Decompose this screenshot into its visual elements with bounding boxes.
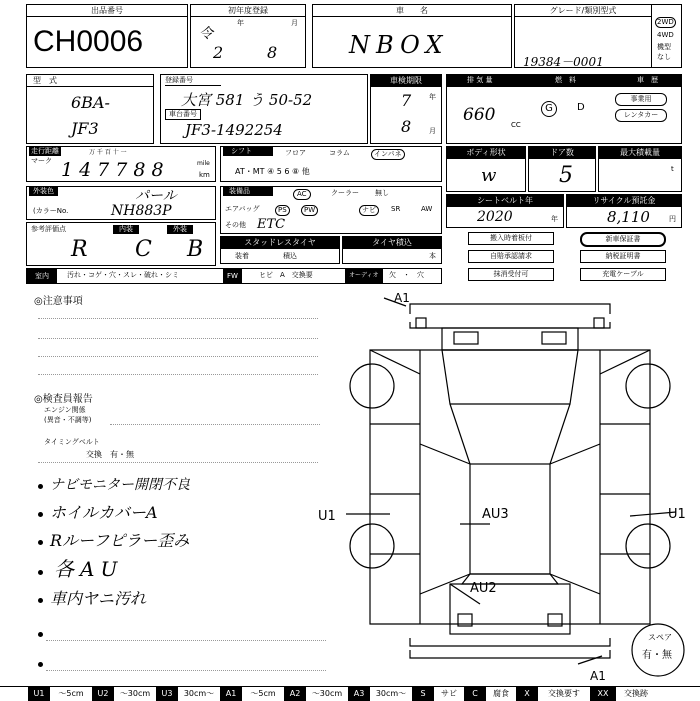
interior-row — [26, 268, 442, 284]
mark-a1-front: A1 — [394, 291, 410, 305]
legend-key: A2 — [284, 687, 306, 701]
grade-box — [514, 4, 682, 68]
caution-label: ◎注意事項 — [34, 296, 83, 307]
fw-label: FW — [223, 269, 242, 283]
lot-label: 出品番号 — [27, 5, 187, 17]
spare-label: スペア — [648, 633, 672, 642]
timing-value: 交換 有・無 — [86, 450, 134, 459]
registration-value: 大宮 581 う 50-52 — [181, 91, 313, 109]
inspection-month: 8 — [401, 117, 412, 136]
score-interior: C — [135, 237, 152, 262]
equip-row2-2: PW — [301, 205, 318, 216]
legend-value: サビ — [441, 689, 457, 698]
tire-load-label: タイヤ積込 — [343, 237, 441, 249]
color-label: 外装色 — [29, 187, 58, 196]
timing-label: タイミングベルト — [44, 438, 100, 446]
seatbelt-label: シートベルト年 — [447, 195, 563, 207]
bullet — [38, 662, 43, 667]
fuel-d: D — [577, 102, 585, 113]
seatbelt-unit: 年 — [551, 215, 558, 223]
bullet — [38, 632, 43, 637]
studless-box — [220, 236, 340, 264]
body-type-label: ボディ形状 — [447, 147, 525, 159]
equip-row2-1: PS — [275, 205, 290, 216]
legend-value: 30cm〜 — [183, 689, 215, 698]
seatbelt-box — [446, 194, 564, 228]
color-value: パール — [135, 188, 177, 204]
tire-load-box — [342, 236, 442, 264]
equip-ac: AC — [293, 189, 311, 200]
caution-line — [38, 374, 318, 375]
doc-2: 自賠承認請求 — [468, 250, 554, 263]
era: 令 — [199, 26, 213, 42]
equip-cooler: クーラー — [331, 189, 359, 197]
caution-line — [38, 356, 318, 357]
interior-row-items: 汚れ・コゲ・穴・スレ・破れ・シミ — [67, 271, 179, 279]
recycle-label: リサイクル預託金 — [567, 195, 681, 207]
legend-key: A3 — [348, 687, 370, 701]
engine-box — [446, 74, 682, 144]
history-business: 事業用 — [615, 93, 667, 106]
note-item-4: 車内ヤニ汚れ — [50, 589, 147, 608]
note-line — [46, 670, 326, 671]
mark-au3: AU3 — [482, 507, 509, 522]
shift-instpanel: インパネ — [371, 149, 405, 160]
score-total: R — [71, 237, 88, 262]
model-line2: JF3 — [71, 119, 99, 138]
drive-column — [651, 5, 681, 67]
car-name-label: 車 名 — [313, 5, 511, 17]
note-item-1: ホイルカバーA — [50, 503, 158, 522]
mark-u1-left: U1 — [318, 509, 336, 524]
recycle-unit: 円 — [669, 215, 676, 223]
equipment-label: 装備品 — [223, 187, 273, 196]
inspection-label: 車検期限 — [371, 75, 441, 87]
inspection-year-unit: 年 — [429, 93, 436, 101]
legend-value: 30cm〜 — [375, 689, 407, 698]
damage-legend — [0, 686, 700, 700]
equip-row2-4: SR — [391, 205, 401, 213]
bullet — [38, 484, 43, 489]
doors-value: 5 — [559, 163, 573, 188]
audio-label: オーディオ — [345, 269, 383, 283]
chassis-value: JF3-1492254 — [185, 121, 283, 139]
history-rental: レンタカー — [615, 109, 667, 122]
chassis-label: 車台番号 — [165, 109, 201, 120]
legend-key: U1 — [28, 687, 50, 701]
grade-label: グレード/類別型式 — [515, 5, 651, 17]
doc-1: 新車保証書 — [580, 232, 666, 247]
fuel-label: 燃 料 — [555, 76, 576, 84]
doc-4: 抹消受付可 — [468, 268, 554, 281]
fw-items: ヒビ A 交換要 — [259, 271, 313, 279]
recycle-box — [566, 194, 682, 228]
engine-report-sub: (異音・不調等) — [44, 416, 92, 424]
studless-yes: 装着 — [235, 252, 249, 260]
lot-box — [26, 4, 188, 68]
shift-box — [220, 146, 442, 182]
model-box — [26, 74, 154, 144]
exterior-label: 外装 — [167, 225, 193, 234]
car-name: NBOX — [349, 31, 449, 59]
note-item-3: 各AU — [54, 557, 124, 581]
caution-line — [38, 318, 318, 319]
inspection-box — [370, 74, 442, 144]
equip-none: 無し — [375, 189, 389, 197]
car-name-box — [312, 4, 512, 68]
drive-2wd: 2WD — [657, 18, 674, 26]
scores-box — [26, 222, 216, 266]
report-label: ◎検査員報告 — [34, 394, 93, 405]
color-box — [26, 186, 216, 220]
studless-label: スタッドレスタイヤ — [221, 237, 339, 249]
drive-4wd: 4WD — [657, 31, 674, 39]
mark-au2: AU2 — [470, 581, 497, 596]
mileage-value: 147788 — [61, 159, 170, 181]
inspection-year: 7 — [401, 91, 412, 110]
inspection-month-unit: 月 — [429, 127, 436, 135]
aux-type: 機型 — [657, 43, 671, 51]
scores-label: 参考評価点 — [31, 225, 66, 233]
legend-value: 〜30cm — [311, 689, 343, 698]
interior-label: 内装 — [113, 225, 139, 234]
fuel-g: G — [541, 101, 557, 117]
shift-label: シフト — [223, 147, 273, 156]
tire-load-unit: 本 — [429, 252, 436, 260]
note-item-0: ナビモニター開閉不良 — [50, 477, 190, 493]
note-line — [46, 640, 326, 641]
legend-key: C — [464, 687, 486, 701]
lot-number: CH0006 — [33, 25, 144, 58]
capacity-box — [598, 146, 682, 192]
legend-value: 〜5cm — [58, 689, 84, 698]
color-code-value: NH883P — [111, 203, 172, 219]
recycle-value: 8,110 — [607, 208, 650, 226]
mileage-unit2: mile — [197, 160, 210, 167]
first-registration-box — [190, 4, 306, 68]
body-type-box — [446, 146, 526, 192]
mileage-label: 走行距離 — [31, 147, 59, 155]
legend-key: XX — [590, 687, 616, 701]
bullet — [38, 540, 43, 545]
displacement-unit: CC — [511, 121, 521, 129]
model-label: 型 式 — [27, 75, 153, 87]
engine-report-label: エンジン関係 — [44, 406, 86, 414]
mileage-box — [26, 146, 216, 182]
caution-line — [38, 338, 318, 339]
equipment-box — [220, 186, 442, 234]
car-damage-diagram — [318, 284, 700, 684]
bullet — [38, 570, 43, 575]
first-reg-year: 2 — [213, 43, 224, 62]
aux-none: なし — [657, 53, 671, 61]
legend-value: 〜30cm — [119, 689, 151, 698]
legend-key: U3 — [156, 687, 178, 701]
month-unit: 月 — [291, 19, 298, 27]
capacity-unit: t — [671, 165, 674, 173]
audio-items: 欠 ・ 穴 — [389, 271, 424, 279]
equip-row2-0: エアバッグ — [225, 205, 260, 213]
shift-options: AT・MT ④ 5 6 ⑧ 他 — [235, 167, 310, 176]
body-type-value: w — [481, 165, 497, 186]
note-item-2: Rルーフピラー歪み — [50, 531, 190, 550]
registration-box — [160, 74, 368, 144]
legend-value: 交換要す — [548, 689, 580, 698]
capacity-label: 最大積載量 — [599, 147, 681, 159]
equip-other-value: ETC — [257, 217, 286, 232]
doc-5: 充電ケーブル — [580, 268, 666, 281]
doc-3: 納税証明書 — [580, 250, 666, 263]
equip-other-label: その他 — [225, 221, 246, 229]
spare-value: 有・無 — [642, 650, 672, 661]
color-code-label: (カラーNo. — [33, 207, 69, 215]
first-reg-month: 8 — [267, 43, 278, 62]
mark-u1-right: U1 — [668, 507, 686, 522]
displacement-value: 660 — [463, 105, 496, 125]
seatbelt-value: 2020 — [477, 209, 513, 225]
mark-a1-rear: A1 — [590, 669, 606, 683]
displacement-label: 排 気 量 — [467, 76, 493, 84]
first-reg-label: 初年度登録 — [191, 5, 305, 17]
mileage-digits-header: 万 千 百 十 一 — [89, 149, 127, 156]
equip-row2-3: ナビ — [359, 205, 379, 216]
shift-column: コラム — [329, 149, 350, 157]
legend-value: 腐食 — [493, 689, 509, 698]
doors-box — [528, 146, 596, 192]
score-exterior: B — [187, 237, 204, 262]
bullet — [38, 598, 43, 603]
legend-key: A1 — [220, 687, 242, 701]
shift-floor: フロア — [285, 149, 306, 157]
engine-line — [110, 424, 320, 425]
model-line1: 6BA- — [71, 93, 110, 112]
history-label: 車 歴 — [637, 76, 658, 84]
mileage-mark: マーク — [31, 157, 52, 165]
mileage-unit: km — [199, 171, 210, 179]
doors-label: ドア数 — [529, 147, 595, 159]
studless-stack: 積込 — [283, 252, 297, 260]
bullet — [38, 512, 43, 517]
legend-value: 交換跡 — [624, 689, 648, 698]
doc-0: 搬入時着板付 — [468, 232, 554, 245]
equip-row2-5: AW — [421, 205, 433, 213]
registration-label: 登録番号 — [165, 76, 221, 86]
grade-value: 19384－0001 — [523, 55, 604, 69]
legend-value: 〜5cm — [250, 689, 276, 698]
legend-key: U2 — [92, 687, 114, 701]
year-unit: 年 — [237, 19, 244, 27]
timing-line — [38, 462, 318, 463]
legend-key: S — [412, 687, 434, 701]
interior-row-label: 室内 — [27, 269, 57, 283]
legend-key: X — [516, 687, 538, 701]
